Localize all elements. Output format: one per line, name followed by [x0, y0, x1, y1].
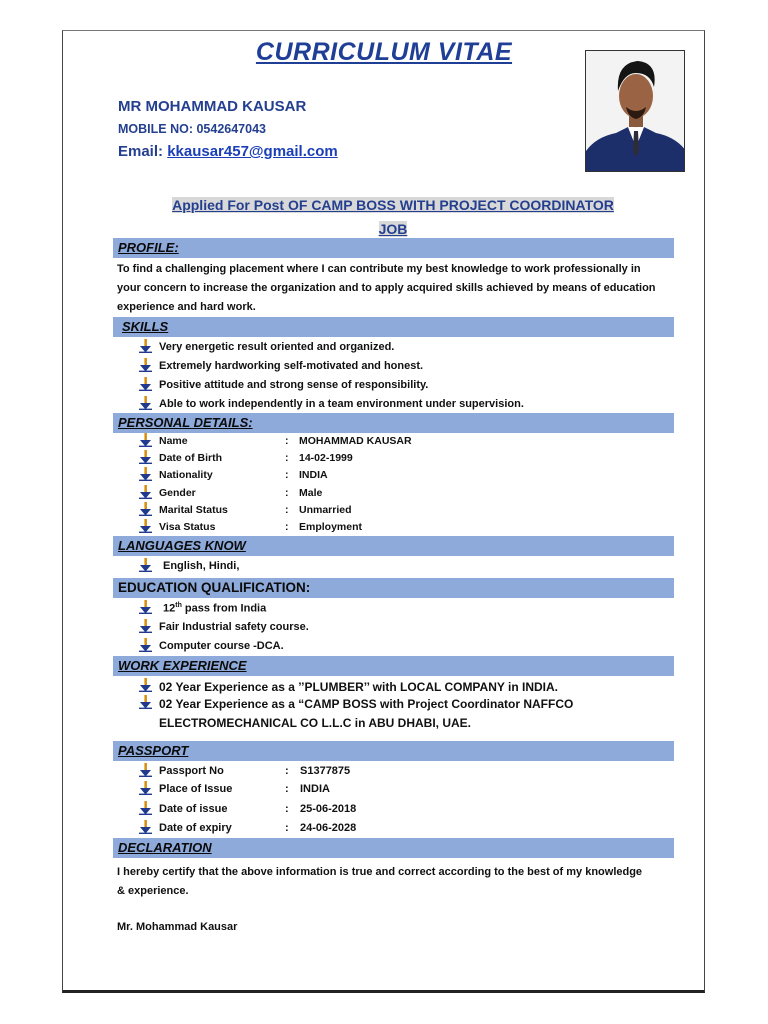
declaration-text [117, 863, 677, 901]
applied-post [118, 193, 668, 241]
arrow-bullet-icon [139, 519, 152, 533]
arrow-bullet-icon [139, 600, 152, 614]
personal-label: Marital Status [159, 504, 228, 516]
passport-separator: : [285, 822, 289, 834]
section-bar-languages [113, 536, 674, 556]
section-bar-personal-details [113, 413, 674, 433]
personal-label: Name [159, 435, 188, 447]
section-bar-declaration [113, 838, 674, 858]
arrow-bullet-icon [139, 619, 152, 633]
declaration-text-line: & experience. [117, 885, 189, 897]
arrow-bullet-icon [139, 358, 152, 372]
arrow-bullet-icon [139, 467, 152, 481]
email-label: Email: [118, 143, 164, 160]
arrow-bullet-icon [139, 433, 152, 447]
email-line [118, 143, 338, 160]
arrow-bullet-icon [139, 558, 152, 572]
passport-label: Date of expiry [159, 822, 232, 834]
section-bar-passport [113, 741, 674, 761]
section-heading-languages: LANGUAGES KNOW [118, 538, 246, 553]
section-bar-profile [113, 238, 674, 258]
personal-separator: : [285, 521, 289, 533]
personal-separator: : [285, 504, 289, 516]
personal-separator: : [285, 435, 289, 447]
personal-value: Employment [299, 521, 363, 533]
education-item-text: pass from India [181, 602, 267, 615]
mobile-number: MOBILE NO: 0542647043 [118, 122, 266, 136]
education-grade-suffix: th [175, 602, 182, 609]
personal-value: 14-02-1999 [299, 452, 353, 464]
passport-separator: : [285, 783, 289, 795]
arrow-bullet-icon [139, 695, 152, 709]
personal-value: Male [299, 487, 323, 499]
profile-text-line: experience and hard work. [117, 301, 256, 313]
arrow-bullet-icon [139, 377, 152, 391]
arrow-bullet-icon [139, 396, 152, 410]
arrow-bullet-icon [139, 339, 152, 353]
personal-separator: : [285, 469, 289, 481]
passport-value: 25-06-2018 [300, 803, 357, 815]
email-link[interactable]: kkausar457@gmail.com [167, 143, 338, 160]
passport-label: Date of issue [159, 803, 228, 815]
passport-label: Passport No [159, 765, 224, 777]
declaration-text-line: I hereby certify that the above information is true and correct according to the best of my knowledge [117, 866, 643, 878]
section-bar-education [113, 578, 674, 598]
arrow-bullet-icon [139, 638, 152, 652]
profile-photo [585, 50, 685, 172]
education-grade: 12 [163, 602, 176, 615]
arrow-bullet-icon [139, 801, 152, 815]
personal-value: Unmarried [299, 504, 352, 516]
arrow-bullet-icon [139, 485, 152, 499]
passport-value: 24-06-2028 [300, 822, 357, 834]
personal-value: MOHAMMAD KAUSAR [299, 435, 412, 447]
profile-text-line: your concern to increase the organization and to apply acquired skills achieved by means of education [117, 282, 656, 294]
arrow-bullet-icon [139, 781, 152, 795]
personal-separator: : [285, 487, 289, 499]
section-heading-personal-details: PERSONAL DETAILS: [118, 415, 253, 430]
passport-value: INDIA [300, 783, 330, 795]
personal-label: Date of Birth [159, 452, 222, 464]
section-heading-work-experience: WORK EXPERIENCE [118, 658, 247, 673]
arrow-bullet-icon [139, 450, 152, 464]
section-heading-profile: PROFILE: [118, 240, 179, 255]
personal-separator: : [285, 452, 289, 464]
applied-post-line2: JOB [378, 221, 408, 237]
candidate-name: MR MOHAMMAD KAUSAR [118, 98, 307, 115]
profile-text [117, 260, 677, 317]
section-heading-skills: SKILLS [122, 319, 169, 334]
applied-post-line1: Applied For Post OF CAMP BOSS WITH PROJECT COORDINATOR [172, 197, 614, 213]
section-heading-passport: PASSPORT [118, 743, 189, 758]
personal-label: Visa Status [159, 521, 216, 533]
section-heading-declaration: DECLARATION [118, 840, 212, 855]
section-bar-work-experience [113, 656, 674, 676]
personal-label: Nationality [159, 469, 213, 481]
passport-separator: : [285, 803, 289, 815]
section-bar-skills [113, 317, 674, 337]
arrow-bullet-icon [139, 820, 152, 834]
document-title: CURRICULUM VITAE [255, 38, 513, 66]
passport-value: S1377875 [300, 765, 351, 777]
arrow-bullet-icon [139, 678, 152, 692]
profile-text-line: To find a challenging placement where I can contribute my best knowledge to work professionally in [117, 263, 641, 275]
signature-name: Mr. Mohammad Kausar [117, 921, 238, 933]
passport-label: Place of Issue [159, 783, 233, 795]
passport-separator: : [285, 765, 289, 777]
personal-label: Gender [159, 487, 196, 499]
section-heading-education: EDUCATION QUALIFICATION: [118, 580, 311, 595]
arrow-bullet-icon [139, 502, 152, 516]
personal-value: INDIA [299, 469, 328, 481]
arrow-bullet-icon [139, 763, 152, 777]
